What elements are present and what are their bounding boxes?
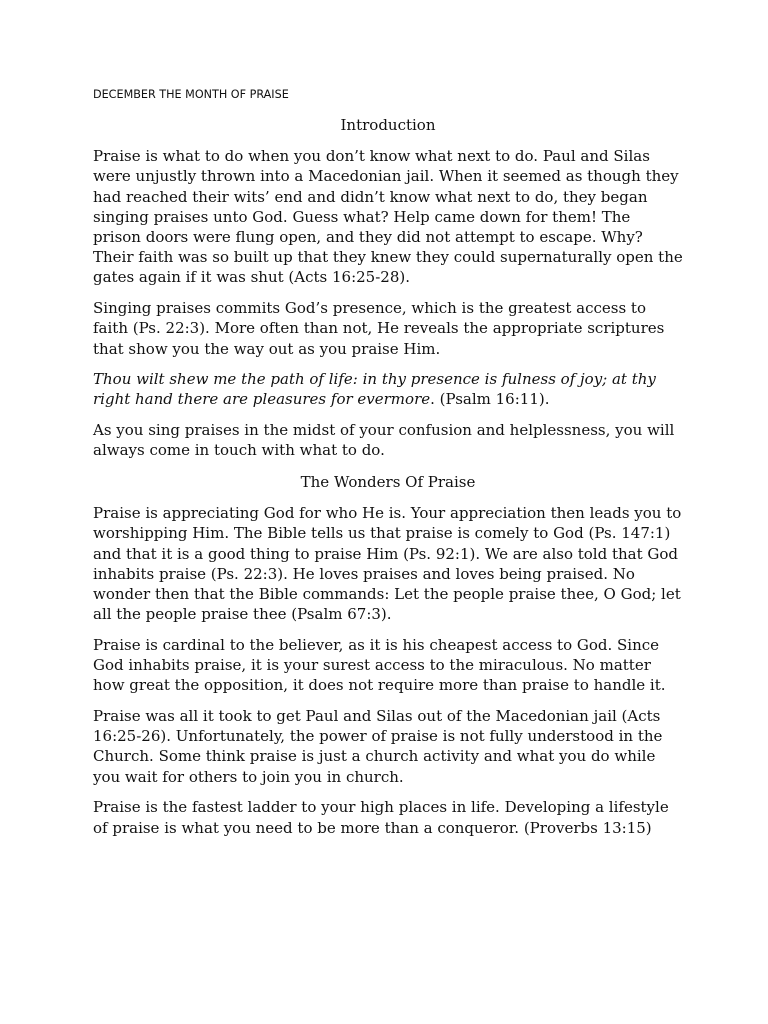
paragraph: As you sing praises in the midst of your confusion and helplessness, you will always come in touch with what to do. bbox=[93, 421, 675, 460]
section-heading-introduction: Introduction bbox=[340, 116, 436, 134]
scripture-quote bbox=[93, 369, 683, 409]
quote-text: Thou wilt shew me the path of life: in thy presence is fulness of joy; at thy right hand there are pleasures for evermore bbox=[93, 370, 656, 409]
paragraph: Praise is appreciating God for who He is. Your appreciation then leads you to worshipping Him. The Bible tells us that praise is comely to God (Ps. 147:1) and that it is a good thing to praise Him (Ps. 92:1). We are also told that God inhabits praise (Ps. 22:3). He loves praises and loves being praised. No wonder then that the Bible commands: Let the people praise thee, O God; let all the people praise thee (Psalm 67:3). bbox=[93, 504, 682, 624]
paragraph: Praise is cardinal to the believer, as it is his cheapest access to God. Since God inhabits praise, it is your surest access to the miraculous. No matter how great the opposition, it does not require more than praise to handle it. bbox=[93, 635, 666, 695]
paragraph: Singing praises commits God’s presence, which is the greatest access to faith (Ps. 22:3). More often than not, He reveals the appropriate scriptures that show you the way out as you praise Him. bbox=[93, 299, 665, 358]
paragraph: Praise is the fastest ladder to your high places in life. Developing a lifestyle of praise is what you need to be more than a conqueror. (Proverbs 13:15) bbox=[93, 798, 669, 837]
document-body bbox=[93, 114, 683, 848]
document-header: DECEMBER THE MONTH OF PRAISE bbox=[93, 88, 289, 101]
paragraph: Praise is what to do when you don’t know what next to do. Paul and Silas were unjustly thrown into a Macedonian jail. When it seemed as though they had reached their wits’ end and didn’t know what next to do, they began singing praises unto God. Guess what? Help came down for them! The prison doors were flung open, and they did not attempt to escape. Why? Their faith was so built up that they knew they could supernaturally open the gates again if it was shut (Acts 16:25-28). bbox=[93, 147, 683, 287]
section-heading-wonders-of-praise: The Wonders Of Praise bbox=[300, 473, 476, 492]
paragraph: Praise was all it took to get Paul and Silas out of the Macedonian jail (Acts 16:25-26). Unfortunately, the power of praise is not fully understood in the Church. Some think praise is just a church activity and what you do while you wait for others to join you in church. bbox=[93, 707, 663, 786]
quote-citation: . (Psalm 16:11). bbox=[430, 390, 550, 409]
